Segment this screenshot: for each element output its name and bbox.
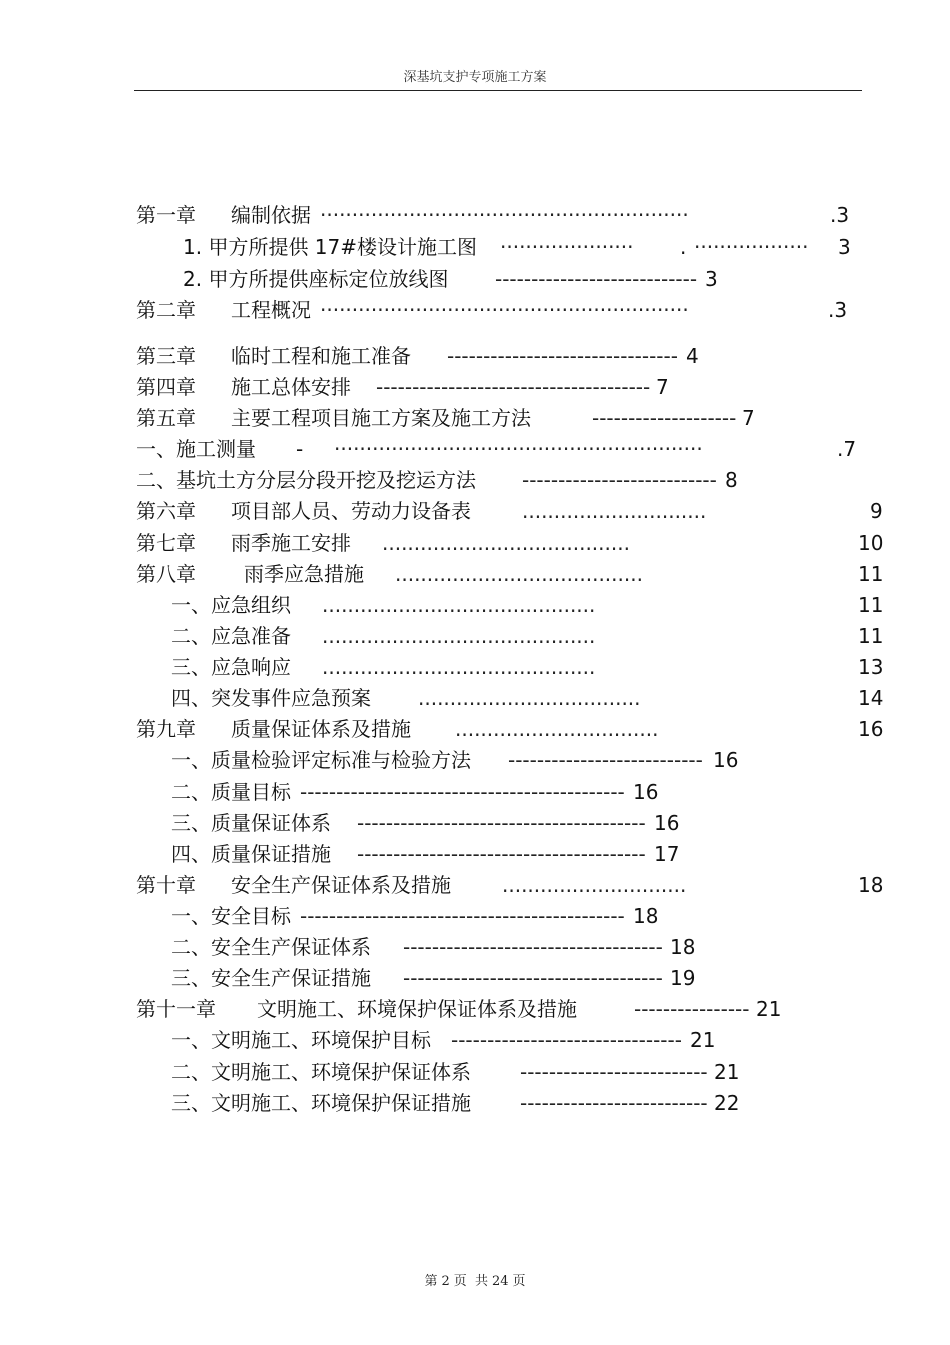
toc-entry-page-number: 10 bbox=[858, 531, 884, 555]
toc-entry-leader: ....................................... bbox=[395, 562, 643, 586]
toc-entry-page-number: 13 bbox=[858, 655, 884, 679]
toc-entry-leader: ....................................... bbox=[382, 531, 630, 555]
toc-entry-leader: ........................................... bbox=[322, 624, 596, 648]
toc-entry-title: 质量保证体系及措施 bbox=[231, 717, 411, 741]
toc-entry-page-number: .3 bbox=[828, 298, 848, 322]
toc-entry[interactable] bbox=[0, 652, 950, 682]
toc-entry-leader: -------------------------------- bbox=[451, 1028, 682, 1052]
toc-entry-label: 1. 甲方所提供 17#楼设计施工图 bbox=[183, 235, 478, 259]
toc-entry-label: 一、文明施工、环境保护目标 bbox=[171, 1028, 431, 1052]
toc-entry[interactable] bbox=[0, 1088, 950, 1118]
toc-entry-title: 施工总体安排 bbox=[231, 375, 351, 399]
toc-entry[interactable] bbox=[0, 683, 950, 713]
toc-entry-label: 二、应急准备 bbox=[171, 624, 291, 648]
toc-entry-page-number: 16 bbox=[633, 780, 659, 804]
toc-entry-page-number: .7 bbox=[837, 437, 857, 461]
toc-entry-label: 二、文明施工、环境保护保证体系 bbox=[171, 1060, 471, 1084]
toc-entry-label: 第四章 bbox=[136, 375, 196, 399]
page-footer bbox=[0, 1270, 950, 1289]
toc-entry-title: 工程概况 bbox=[231, 298, 311, 322]
toc-entry-label: 一、应急组织 bbox=[171, 593, 291, 617]
toc-entry-leader: ---------------------------------------- bbox=[357, 811, 646, 835]
toc-entry-label: 第六章 bbox=[136, 499, 196, 523]
toc-entry-label: 二、安全生产保证体系 bbox=[171, 935, 371, 959]
toc-entry-label: 第八章 bbox=[136, 562, 196, 586]
toc-entry-label: 一、质量检验评定标准与检验方法 bbox=[171, 748, 471, 772]
toc-entry-leader: ---------------- bbox=[634, 997, 750, 1021]
toc-entry-label: 第十章 bbox=[136, 873, 196, 897]
toc-entry-leader: ............................. bbox=[522, 499, 707, 523]
toc-entry[interactable] bbox=[0, 963, 950, 993]
toc-entry-label: 第十一章 bbox=[136, 997, 216, 1021]
toc-entry[interactable] bbox=[0, 434, 950, 464]
toc-entry-leader: ·················· bbox=[694, 235, 809, 259]
header-divider bbox=[134, 90, 862, 91]
toc-entry-page-number: 19 bbox=[670, 966, 696, 990]
toc-entry-page-number: 18 bbox=[633, 904, 659, 928]
footer-page-number: 2 bbox=[441, 1274, 450, 1289]
toc-entry-title: 项目部人员、劳动力设备表 bbox=[231, 499, 471, 523]
toc-entry-leader: -------------------- bbox=[592, 406, 737, 430]
toc-entry-label: 三、安全生产保证措施 bbox=[171, 966, 371, 990]
toc-entry-leader: ·························································· bbox=[320, 298, 689, 322]
toc-entry-leader: --------------------------- bbox=[508, 748, 703, 772]
toc-entry[interactable] bbox=[0, 528, 950, 558]
toc-entry-leader: ........................................... bbox=[322, 593, 596, 617]
toc-entry-leader: ........................................... bbox=[322, 655, 596, 679]
toc-entry-separator: - bbox=[296, 437, 304, 461]
toc-entry-label: 二、质量目标 bbox=[171, 780, 291, 804]
toc-entry-label: 第二章 bbox=[136, 298, 196, 322]
toc-entry-label: 第一章 bbox=[136, 203, 196, 227]
toc-entry-page-number: 21 bbox=[690, 1028, 716, 1052]
toc-entry-leader: --------------------------------------------- bbox=[300, 904, 625, 928]
toc-entry[interactable] bbox=[0, 808, 950, 838]
footer-page-word: 页 bbox=[453, 1274, 467, 1289]
toc-entry-title: 雨季应急措施 bbox=[244, 562, 364, 586]
toc-entry-page-number: 16 bbox=[654, 811, 680, 835]
toc-entry-title: 主要工程项目施工方案及施工方法 bbox=[231, 406, 531, 430]
toc-entry-label: 三、质量保证体系 bbox=[171, 811, 331, 835]
toc-entry[interactable] bbox=[0, 200, 950, 230]
toc-entry[interactable] bbox=[0, 403, 950, 433]
toc-entry[interactable] bbox=[0, 559, 950, 589]
toc-entry-page-number: 21 bbox=[714, 1060, 740, 1084]
toc-entry[interactable] bbox=[0, 232, 950, 262]
toc-entry-title: 临时工程和施工准备 bbox=[231, 344, 411, 368]
toc-entry-title: 雨季施工安排 bbox=[231, 531, 351, 555]
toc-entry-page-number: 18 bbox=[670, 935, 696, 959]
toc-entry-leader: -------------------------------- bbox=[447, 344, 678, 368]
toc-entry-leader: -------------------------------------- bbox=[376, 375, 651, 399]
toc-entry-leader: ·························································· bbox=[334, 437, 703, 461]
toc-entry[interactable] bbox=[0, 839, 950, 869]
toc-entry-page-number: 11 bbox=[858, 624, 884, 648]
toc-entry-page-number: 4 bbox=[686, 344, 699, 368]
toc-entry-page-number: 7 bbox=[656, 375, 669, 399]
toc-entry[interactable] bbox=[0, 465, 950, 495]
toc-entry-label: 四、质量保证措施 bbox=[171, 842, 331, 866]
toc-entry-page-number: 14 bbox=[858, 686, 884, 710]
toc-entry-leader: ............................. bbox=[502, 873, 687, 897]
toc-entry-separator: . bbox=[680, 235, 687, 259]
footer-total-word: 页 bbox=[512, 1274, 526, 1289]
toc-entry-page-number: .3 bbox=[830, 203, 850, 227]
toc-entry-page-number: 21 bbox=[756, 997, 782, 1021]
toc-entry-label: 一、施工测量 bbox=[136, 437, 256, 461]
toc-entry[interactable] bbox=[0, 621, 950, 651]
toc-entry-leader: ------------------------------------ bbox=[403, 966, 663, 990]
toc-entry[interactable] bbox=[0, 295, 950, 325]
toc-entry-page-number: 7 bbox=[742, 406, 755, 430]
toc-entry-label: 三、文明施工、环境保护保证措施 bbox=[171, 1091, 471, 1115]
footer-total-prefix: 共 bbox=[474, 1274, 488, 1289]
toc-entry-page-number: 22 bbox=[714, 1091, 740, 1115]
toc-entry[interactable] bbox=[0, 777, 950, 807]
footer-page-prefix: 第 bbox=[424, 1274, 438, 1289]
running-header-title: 深基坑支护专项施工方案 bbox=[403, 70, 547, 85]
footer-total-number: 24 bbox=[491, 1274, 509, 1289]
toc-entry[interactable] bbox=[0, 932, 950, 962]
toc-entry-label: 四、突发事件应急预案 bbox=[171, 686, 371, 710]
toc-entry[interactable] bbox=[0, 590, 950, 620]
toc-entry-title: 安全生产保证体系及措施 bbox=[231, 873, 451, 897]
toc-entry-leader: ·························································· bbox=[320, 203, 689, 227]
toc-entry-leader: --------------------------- bbox=[522, 468, 717, 492]
toc-entry[interactable] bbox=[0, 372, 950, 402]
toc-entry-page-number: 16 bbox=[713, 748, 739, 772]
toc-entry-title: 文明施工、环境保护保证体系及措施 bbox=[257, 997, 577, 1021]
toc-entry[interactable] bbox=[0, 496, 950, 526]
toc-entry-label: 第五章 bbox=[136, 406, 196, 430]
toc-entry-page-number: 8 bbox=[725, 468, 738, 492]
toc-entry[interactable] bbox=[0, 1025, 950, 1055]
toc-entry-leader: -------------------------- bbox=[520, 1091, 708, 1115]
toc-entry-leader: ................................ bbox=[455, 717, 659, 741]
toc-entry-page-number: 3 bbox=[705, 267, 718, 291]
toc-entry-label: 第三章 bbox=[136, 344, 196, 368]
toc-entry-page-number: 3 bbox=[838, 235, 851, 259]
toc-entry-page-number: 11 bbox=[858, 562, 884, 586]
toc-entry-label: 一、安全目标 bbox=[171, 904, 291, 928]
toc-entry-leader: ................................... bbox=[418, 686, 641, 710]
toc-entry-leader: ····················· bbox=[500, 235, 634, 259]
toc-entry-label: 第七章 bbox=[136, 531, 196, 555]
toc-entry[interactable] bbox=[0, 901, 950, 931]
toc-entry-page-number: 17 bbox=[654, 842, 680, 866]
toc-entry-label: 第九章 bbox=[136, 717, 196, 741]
toc-entry-leader: --------------------------------------------- bbox=[300, 780, 625, 804]
toc-entry-page-number: 18 bbox=[858, 873, 884, 897]
toc-entry-leader: -------------------------- bbox=[520, 1060, 708, 1084]
toc-entry-label: 2. 甲方所提供座标定位放线图 bbox=[183, 267, 449, 291]
toc-entry[interactable] bbox=[0, 994, 950, 1024]
toc-entry-page-number: 11 bbox=[858, 593, 884, 617]
toc-entry-label: 二、基坑土方分层分段开挖及挖运方法 bbox=[136, 468, 476, 492]
toc-entry-label: 三、应急响应 bbox=[171, 655, 291, 679]
toc-entry[interactable] bbox=[0, 870, 950, 900]
toc-entry-title: 编制依据 bbox=[231, 203, 311, 227]
toc-entry[interactable] bbox=[0, 264, 950, 294]
toc-entry[interactable] bbox=[0, 341, 950, 371]
toc-entry[interactable] bbox=[0, 714, 950, 744]
toc-entry[interactable] bbox=[0, 1057, 950, 1087]
toc-entry-page-number: 9 bbox=[870, 499, 883, 523]
toc-entry[interactable] bbox=[0, 745, 950, 775]
toc-entry-leader: ---------------------------- bbox=[495, 267, 698, 291]
toc-entry-leader: ------------------------------------ bbox=[403, 935, 663, 959]
toc-entry-page-number: 16 bbox=[858, 717, 884, 741]
toc-entry-leader: ---------------------------------------- bbox=[357, 842, 646, 866]
